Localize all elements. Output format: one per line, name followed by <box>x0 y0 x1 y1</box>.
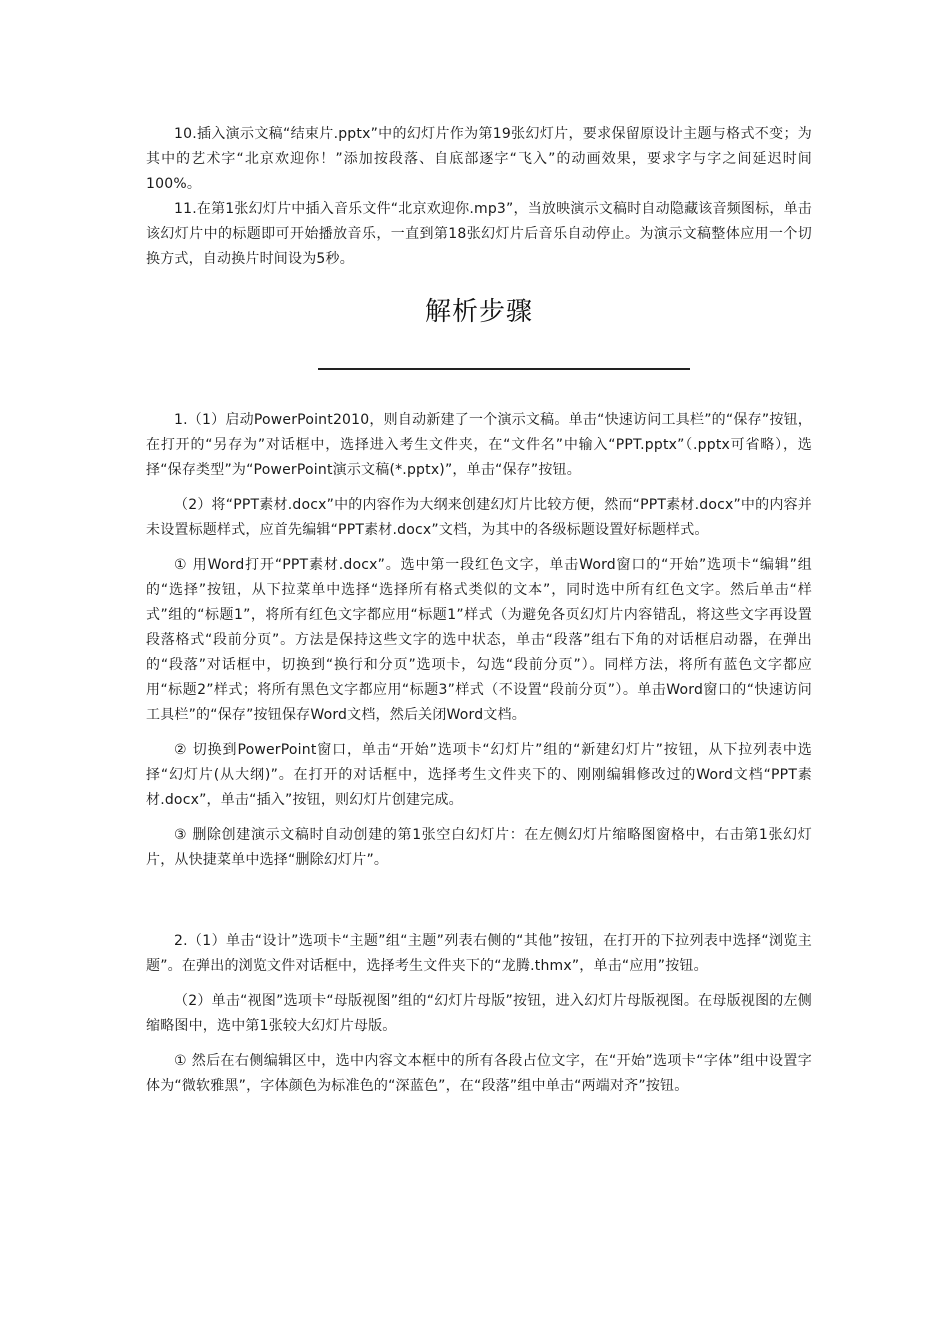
paragraph-item-10: 10.插入演示文稿“结束片.pptx”中的幻灯片作为第19张幻灯片，要求保留原设计主题与格式不变；为其中的艺术字“北京欢迎你！”添加按段落、自底部逐字“飞入”的动画效果，要求字与字之间延迟时间100%。 <box>146 126 812 192</box>
document-page <box>146 122 812 1099</box>
paragraph-item-11: 11.在第1张幻灯片中插入音乐文件“北京欢迎你.mp3”，当放映演示文稿时自动隐藏该音频图标，单击该幻灯片中的标题即可开始播放音乐，一直到第18张幻灯片后音乐自动停止。为演示文稿整体应用一个切换方式，自动换片时间设为5秒。 <box>146 201 812 267</box>
paragraph-step1-1: 1.（1）启动PowerPoint2010，则自动新建了一个演示文稿。单击“快速访问工具栏”的“保存”按钮，在打开的“另存为”对话框中，选择进入考生文件夹，在“文件名”中输入“PPT.pptx”（.pptx可省略），选择“保存类型”为“PowerPoint演示文稿(*.pptx)”，单击“保存”按钮。 <box>146 412 812 478</box>
paragraph-step1-circle1: ① 用Word打开“PPT素材.docx”。选中第一段红色文字，单击Word窗口的“开始”选项卡“编辑”组的“选择”按钮，从下拉菜单中选择“选择所有格式类似的文本”，同时选中所有红色文字。然后单击“样式”组的“标题1”，将所有红色文字都应用“标题1”样式（为避免各页幻灯片内容错乱，将这些文字再设置段落格式“段前分页”。方法是保持这些文字的选中状态，单击“段落”组右下角的对话框启动器，在弹出的“段落”对话框中，切换到“换行和分页”选项卡，勾选“段前分页”）。同样方法，将所有蓝色文字都应用“标题2”样式；将所有黑色文字都应用“标题3”样式（不设置“段前分页”）。单击Word窗口的“快速访问工具栏”的“保存”按钮保存Word文档，然后关闭Word文档。 <box>146 557 812 723</box>
title-underline-divider <box>318 368 690 370</box>
paragraph-step1-circle2: ② 切换到PowerPoint窗口，单击“开始”选项卡“幻灯片”组的“新建幻灯片”按钮，从下拉列表中选择“幻灯片(从大纲)”。在打开的对话框中，选择考生文件夹下的、刚刚编辑修改过的Word文档“PPT素材.docx”，单击“插入”按钮，则幻灯片创建完成。 <box>146 742 812 808</box>
paragraph-step2-circle1: ① 然后在右侧编辑区中，选中内容文本框中的所有各段占位文字，在“开始”选项卡“字体”组中设置字体为“微软雅黑”，字体颜色为标准色的“深蓝色”，在“段落”组中单击“两端对齐”按钮。 <box>146 1053 812 1094</box>
paragraph-step2-1: 2.（1）单击“设计”选项卡“主题”组“主题”列表右侧的“其他”按钮，在打开的下拉列表中选择“浏览主题”。在弹出的浏览文件对话框中，选择考生文件夹下的“龙腾.thmx”，单击“应用”按钮。 <box>146 933 812 974</box>
section-title: 解析步骤 <box>424 297 533 327</box>
paragraph-step2-2: （2）单击“视图”选项卡“母版视图”组的“幻灯片母版”按钮，进入幻灯片母版视图。在母版视图的左侧缩略图中，选中第1张较大幻灯片母版。 <box>146 993 812 1034</box>
paragraph-step1-2: （2）将“PPT素材.docx”中的内容作为大纲来创建幻灯片比较方便，然而“PPT素材.docx”中的内容并未设置标题样式，应首先编辑“PPT素材.docx”文档，为其中的各级标题设置好标题样式。 <box>146 497 812 538</box>
paragraph-step1-circle3: ③ 删除创建演示文稿时自动创建的第1张空白幻灯片：在左侧幻灯片缩略图窗格中，右击第1张幻灯片，从快捷菜单中选择“删除幻灯片”。 <box>146 827 812 868</box>
